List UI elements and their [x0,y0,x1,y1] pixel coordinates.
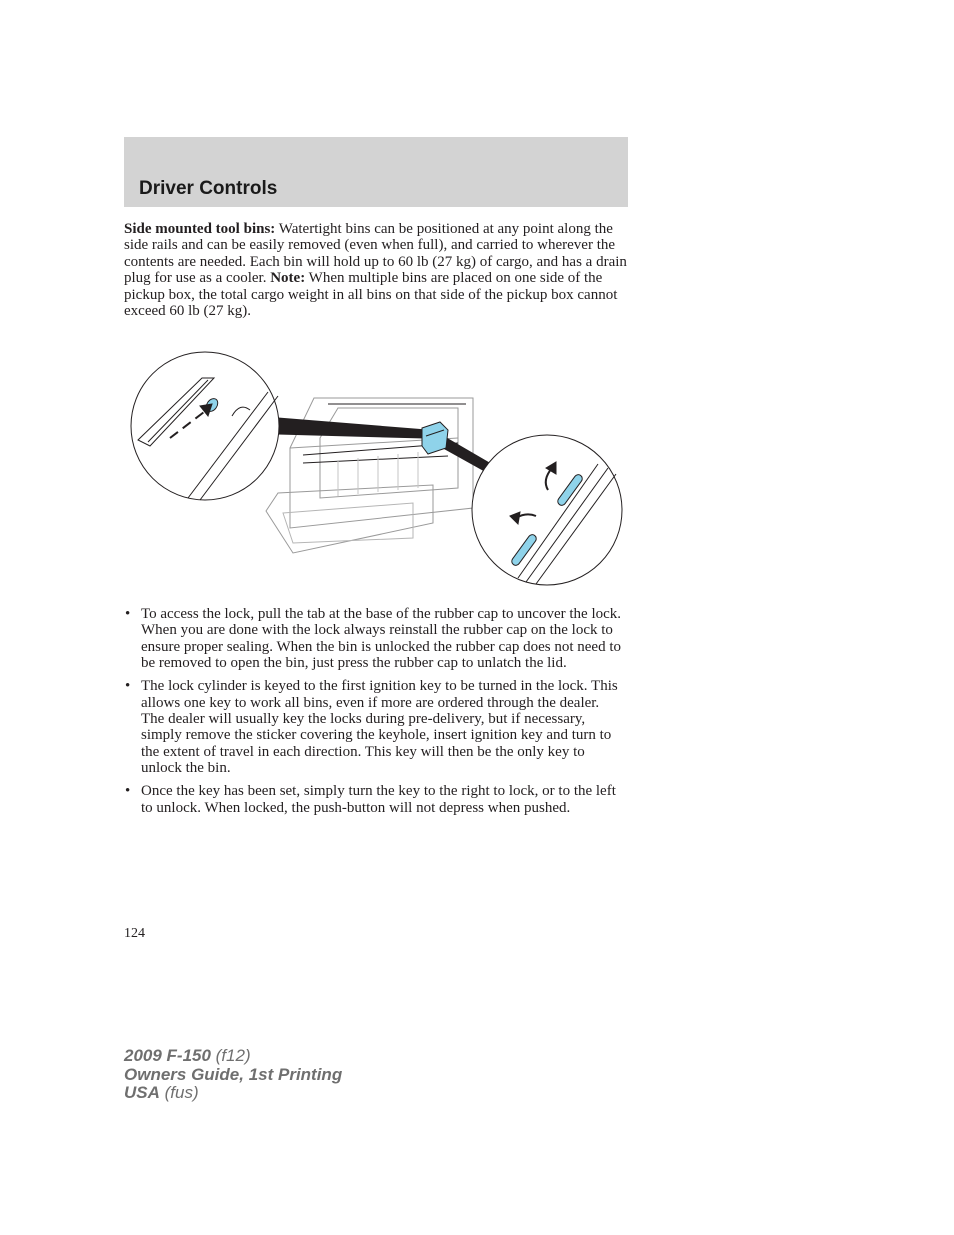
section-header-band [124,137,628,207]
bullet-symbol: • [125,606,131,622]
tool-bin [422,422,448,454]
intro-paragraph [124,221,630,319]
list-item-text: The lock cylinder is keyed to the first ignition key to be turned in the lock. This allows one key to work all bins, even if more are ordered through the dealer. The dealer will usually key the locks during pre-delivery, but if necessary, simply remove the sticker covering the keyhole, insert ignition key and turn to the extent of travel in each direction. This key will then be the only key to unlock the bin. [141,678,618,777]
document-footer [124,1047,342,1103]
intro-text-1: Watertight bins can be positioned at any point along the side rails and can be easily removed (even when full), and carried to wherever the contents are needed. Each bin will hold up to 60 lb (27 kg) of cargo, and has a drain plug for use as a cooler. [124,221,627,287]
section-title: Driver Controls [139,178,278,199]
footer-model-code: (f12) [210,1046,251,1065]
tool-bin-illustration [128,348,626,588]
latch-detail-callout [472,435,622,585]
note-label: Note: [270,270,306,287]
list-item [124,678,624,776]
footer-line-2 [124,1066,342,1085]
footer-market: USA [124,1083,160,1102]
footer-line-1 [124,1047,342,1066]
footer-line-3 [124,1084,342,1103]
intro-text-2: When multiple bins are placed on one side of the pickup box, the total cargo weight in all bins on that side of the pickup box cannot exceed 60 lb (27 kg). [124,270,618,320]
bullet-symbol: • [125,783,131,800]
list-item [124,606,624,672]
instruction-list [124,606,624,823]
intro-lead: Side mounted tool bins: [124,221,276,237]
bullet-symbol: • [125,678,131,695]
list-item-text: Once the key has been set, simply turn the key to the right to lock, or to the left to unlock. When locked, the push-button will not depress when pushed. [141,783,616,816]
list-item-text: To access the lock, pull the tab at the base of the rubber cap to uncover the lock. When you are done with the lock always reinstall the rubber cap on the lock to ensure proper sealing. When the bin is unlocked the rubber cap does not need to be removed to open the bin, just press the rubber cap to unlatch the lid. [141,606,622,672]
list-item [124,783,624,816]
footer-guide: Owners Guide, 1st Printing [124,1064,343,1084]
footer-model: 2009 F-150 [124,1046,211,1065]
page-number: 124 [124,926,145,941]
lock-detail-callout [131,352,279,500]
footer-market-code: (fus) [159,1083,199,1102]
